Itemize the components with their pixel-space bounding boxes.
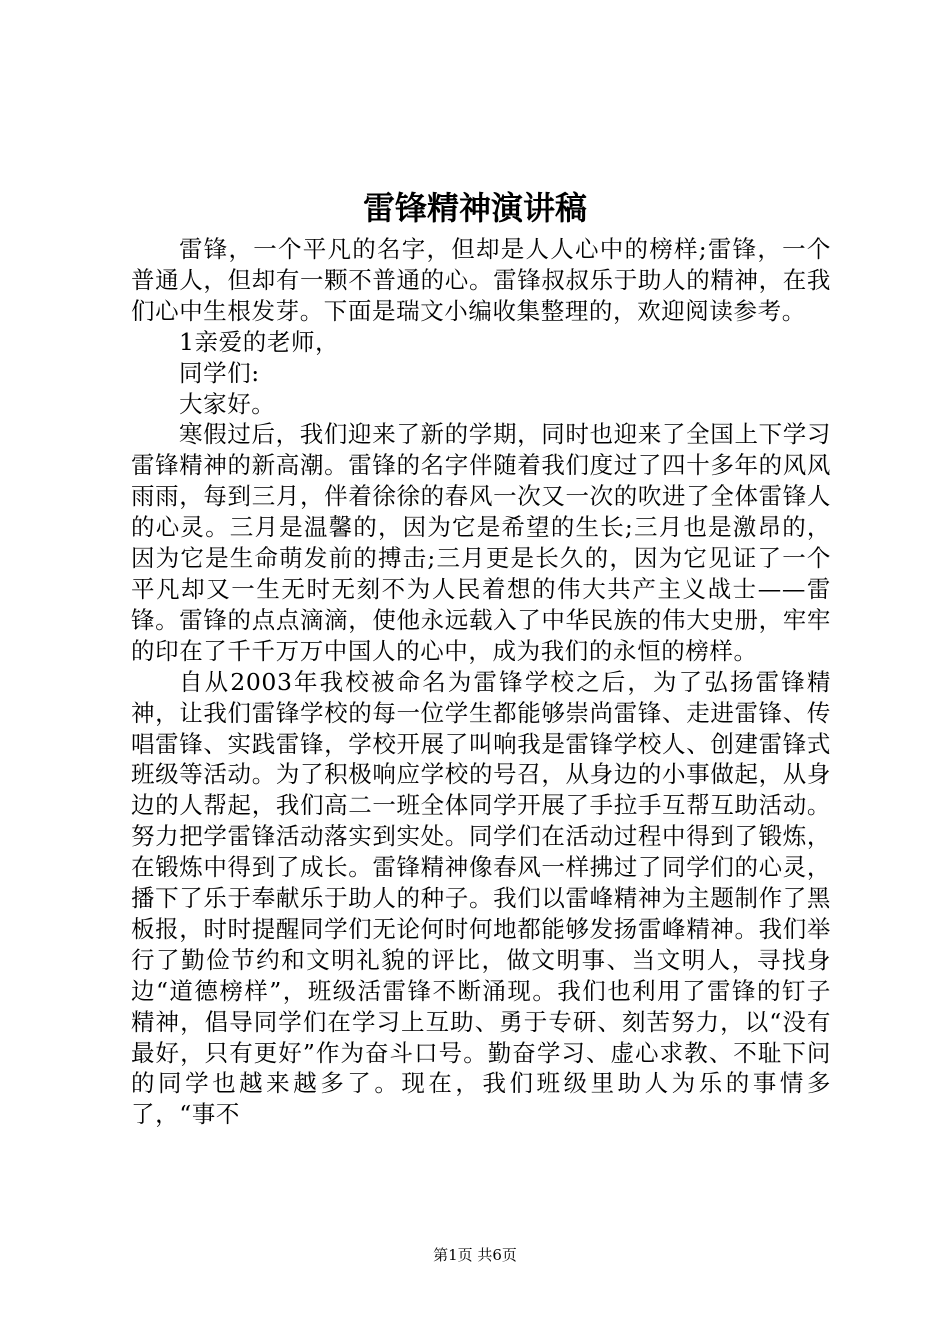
paragraph-march: 寒假过后，我们迎来了新的学期，同时也迎来了全国上下学习雷锋精神的新高潮。雷锋的名字伴随着我们度过了四十多年的风风雨雨，每到三月，伴着徐徐的春风一次又一次的吹进了全体雷锋人的心灵。三月是温馨的，因为它是希望的生长;三月也是激昂的，因为它是生命萌发前的搏击;三月更是长久的，因为它见证了一个平凡却又一生无时无刻不为人民着想的伟大共产主义战士——雷锋。雷锋的点点滴滴，使他永远载入了中华民族的伟大史册，牢牢的印在了千千万万中国人的心中，成为我们的永恒的榜样。 bbox=[131, 420, 831, 665]
document-body bbox=[131, 234, 831, 1130]
paragraph-students: 同学们: bbox=[179, 358, 260, 387]
page-number: 第1页 共6页 bbox=[433, 1246, 517, 1264]
document-title: 雷锋精神演讲稿 bbox=[362, 189, 587, 227]
paragraph-school-activities: 自从2003年我校被命名为雷锋学校之后，为了弘扬雷锋精神，让我们雷锋学校的每一位学生都能够崇尚雷锋、走进雷锋、传唱雷锋、实践雷锋，学校开展了叫响我是雷锋学校人、创建雷锋式班级等活动。为了积极响应学校的号召，从身边的小事做起，从身边的人帮起，我们高二一班全体同学开展了手拉手互帮互助活动。努力把学雷锋活动落实到实处。同学们在活动过程中得到了锻炼，在锻炼中得到了成长。雷锋精神像春风一样拂过了同学们的心灵，播下了乐于奉献乐于助人的种子。我们以雷峰精神为主题制作了黑板报，时时提醒同学们无论何时何地都能够发扬雷峰精神。我们举行了勤俭节约和文明礼貌的评比，做文明事、当文明人，寻找身边“道德榜样”，班级活雷锋不断涌现。我们也利用了雷锋的钉子精神，倡导同学们在学习上互助、勇于专研、刻苦努力，以“没有最好，只有更好”作为奋斗口号。勤奋学习、虚心求教、不耻下问的同学也越来越多了。现在，我们班级里助人为乐的事情多了，“事不 bbox=[131, 667, 831, 1129]
paragraph-salutation: 1亲爱的老师， bbox=[179, 327, 340, 356]
paragraph-intro: 雷锋，一个平凡的名字，但却是人人心中的榜样;雷锋，一个普通人，但却有一颗不普通的心。雷锋叔叔乐于助人的精神，在我们心中生根发芽。下面是瑞文小编收集整理的，欢迎阅读参考。 bbox=[131, 235, 831, 325]
paragraph-greeting: 大家好。 bbox=[179, 389, 276, 418]
